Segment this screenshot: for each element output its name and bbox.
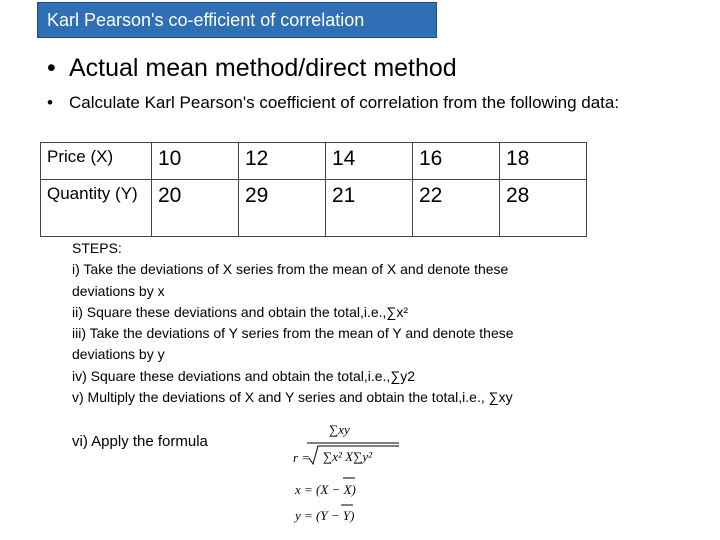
- apply-formula-label: vi) Apply the formula: [72, 433, 208, 450]
- slide-title: Karl Pearson's co-efficient of correlation: [37, 2, 437, 38]
- step-line: v) Multiply the deviations of X and Y series and obtain the total,i.e., ∑xy: [72, 389, 513, 406]
- step-line: iv) Square these deviations and obtain the total,i.e.,∑y2: [72, 367, 416, 384]
- table-cell: 22: [413, 180, 500, 237]
- table-cell: 18: [500, 143, 587, 180]
- pearson-formula: [285, 412, 435, 532]
- step-line: iii) Take the deviations of Y series from the mean of Y and denote these: [72, 325, 514, 342]
- bullet-2: [47, 93, 619, 113]
- table-row-price: [41, 143, 587, 180]
- formula-numerator: ∑xy: [329, 422, 350, 437]
- table-cell: 12: [239, 143, 326, 180]
- table-cell: 10: [152, 143, 239, 180]
- step-line: ii) Square these deviations and obtain the total,i.e.,∑x²: [72, 303, 409, 320]
- formula-r-eq: r =: [293, 450, 311, 465]
- table-cell: 29: [239, 180, 326, 237]
- steps-heading: STEPS:: [72, 240, 122, 256]
- bullet-2-symbol: •: [47, 93, 53, 112]
- formula-denominator: ∑x² X∑y²: [323, 449, 373, 464]
- bullet-1-text: Actual mean method/direct method: [69, 54, 457, 82]
- step-line: deviations by y: [72, 346, 165, 363]
- table-row-quantity: [41, 180, 587, 237]
- step-line: deviations by x: [72, 282, 165, 299]
- bullet-1-symbol: •: [47, 54, 56, 82]
- table-cell: 21: [326, 180, 413, 237]
- table-cell: 16: [413, 143, 500, 180]
- row-header-quantity: Quantity (Y): [41, 180, 152, 237]
- bullet-2-text: Calculate Karl Pearson's coefficient of correlation from the following data:: [69, 93, 620, 112]
- data-table: [40, 142, 587, 237]
- bullet-1: [47, 54, 457, 83]
- row-header-price: Price (X): [41, 143, 152, 180]
- table-cell: 28: [500, 180, 587, 237]
- table-cell: 14: [326, 143, 413, 180]
- steps-list: [72, 238, 632, 408]
- table-cell: 20: [152, 180, 239, 237]
- step-line: i) Take the deviations of X series from the mean of X and denote these: [72, 261, 509, 278]
- formula-x-definition: x = (X − X): [295, 482, 356, 497]
- formula-y-definition: y = (Y − Y): [295, 508, 355, 523]
